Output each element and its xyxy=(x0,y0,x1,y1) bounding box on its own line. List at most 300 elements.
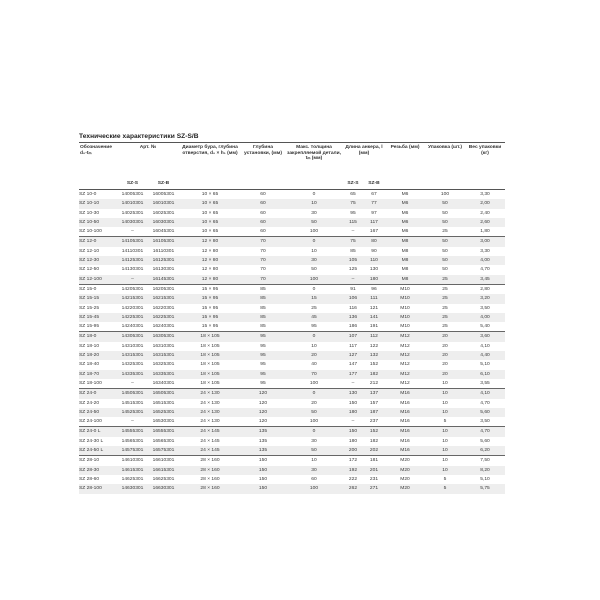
cell-pack: 50 xyxy=(425,199,465,208)
cell-length-b: 231 xyxy=(369,476,379,482)
table-row xyxy=(79,389,505,399)
cell-length-b: 182 xyxy=(369,438,379,444)
cell-thread: M16 xyxy=(385,446,425,456)
cell-art-b: 16045301 xyxy=(152,229,175,235)
header-depth: Глубина установки, (мм) xyxy=(241,143,285,182)
table-title: Технические характеристики SZ-S/B xyxy=(79,133,199,140)
cell-thread: M12 xyxy=(400,343,410,349)
cell-depth: 120 xyxy=(258,400,268,406)
cell-length-b: 77 xyxy=(363,199,385,208)
cell-thread: M20 xyxy=(385,484,425,493)
cell-designation: SZ 15-15 xyxy=(79,294,117,303)
cell-depth: 70 xyxy=(260,267,266,273)
cell-art-s: 14010301 xyxy=(117,199,148,208)
cell-pack: 50 xyxy=(442,248,448,254)
cell-art-b: 16305301 xyxy=(148,332,179,342)
header-art: Арт. № xyxy=(117,143,179,182)
cell-depth: 150 xyxy=(258,476,268,482)
cell-length-b: 271 xyxy=(363,484,385,493)
cell-drill: 28 × 160 xyxy=(179,456,241,466)
cell-art-b: 16105301 xyxy=(148,237,179,247)
cell-art-s: 14030301 xyxy=(117,218,148,227)
cell-thickness: 25 xyxy=(311,305,317,311)
cell-designation: SZ 18-100 xyxy=(79,380,102,386)
table-row xyxy=(79,379,505,389)
cell-depth: 70 xyxy=(241,237,285,247)
cell-weight: 7,50 xyxy=(465,456,505,466)
cell-weight: 3,30 xyxy=(480,192,490,197)
table-row xyxy=(79,237,505,247)
cell-drill: 10 × 65 xyxy=(201,192,219,197)
cell-pack: 100 xyxy=(440,192,450,197)
cell-pack: 50 xyxy=(425,218,465,227)
cell-drill: 24 × 130 xyxy=(179,408,241,417)
cell-drill: 24 × 145 xyxy=(179,427,241,437)
cell-thickness: 20 xyxy=(311,400,317,406)
cell-weight: 3,60 xyxy=(465,332,505,342)
header-len-s: SZ-S xyxy=(343,181,363,190)
cell-length-s: 115 xyxy=(343,218,363,227)
cell-thickness: 40 xyxy=(311,362,317,368)
cell-art-s: 14625301 xyxy=(121,476,144,482)
cell-art-b: 16505301 xyxy=(148,389,179,399)
cell-length-b: 180 xyxy=(363,275,385,285)
cell-depth: 95 xyxy=(260,343,266,349)
cell-depth: 60 xyxy=(241,218,285,227)
cell-thread: M12 xyxy=(385,370,425,379)
cell-designation: SZ 10-50 xyxy=(79,218,117,227)
cell-thickness: 60 xyxy=(311,476,317,482)
cell-length-s: – xyxy=(351,419,355,425)
cell-thickness: 20 xyxy=(285,351,343,360)
cell-length-b: 130 xyxy=(369,267,379,273)
cell-pack: 10 xyxy=(442,438,448,444)
cell-weight: 3,30 xyxy=(480,248,490,254)
table-row xyxy=(79,265,505,274)
cell-art-s: 14220301 xyxy=(121,305,144,311)
cell-art-b: 16130301 xyxy=(152,267,175,273)
cell-art-s: 14505301 xyxy=(117,389,148,399)
cell-thread: M16 xyxy=(400,400,410,406)
cell-depth: 70 xyxy=(241,275,285,285)
cell-length-b: 212 xyxy=(369,380,379,386)
table-row xyxy=(79,218,505,227)
table-row xyxy=(79,484,505,493)
cell-weight: 2,00 xyxy=(465,199,505,208)
table-row xyxy=(79,227,505,237)
cell-length-b: 110 xyxy=(363,256,385,265)
cell-thread: M8 xyxy=(385,237,425,247)
cell-depth: 85 xyxy=(260,305,266,311)
cell-thread: M12 xyxy=(400,380,410,386)
cell-length-b: 141 xyxy=(363,313,385,322)
cell-thread: M16 xyxy=(400,419,410,425)
cell-weight: 4,10 xyxy=(480,343,490,349)
cell-length-b: 96 xyxy=(363,284,385,294)
cell-pack: 10 xyxy=(425,446,465,456)
cell-depth: 95 xyxy=(260,380,266,386)
cell-designation: SZ 15-25 xyxy=(79,305,100,311)
cell-pack: 5 xyxy=(443,419,447,425)
cell-thickness: 30 xyxy=(311,438,317,444)
table-row xyxy=(79,256,505,265)
cell-length-b: 182 xyxy=(363,370,385,379)
cell-length-s: 116 xyxy=(349,305,357,311)
table-row xyxy=(79,199,505,208)
cell-designation: SZ 24-50 L xyxy=(79,446,117,456)
table-row xyxy=(79,475,505,484)
table-row xyxy=(79,342,505,351)
cell-designation: SZ 24-100 xyxy=(79,419,102,425)
cell-length-s: 192 xyxy=(343,466,363,475)
cell-drill: 18 × 105 xyxy=(179,351,241,360)
cell-length-b: 167 xyxy=(369,229,379,235)
cell-drill: 15 × 95 xyxy=(201,305,219,311)
cell-designation: SZ 28-10 xyxy=(79,456,117,466)
cell-length-s: 117 xyxy=(349,343,357,349)
cell-designation: SZ 18-70 xyxy=(79,370,117,379)
cell-art-s: 14630301 xyxy=(117,484,148,493)
cell-length-s: 186 xyxy=(348,324,358,330)
cell-length-s: 262 xyxy=(343,484,363,493)
cell-pack: 50 xyxy=(425,237,465,247)
cell-length-s: 180 xyxy=(348,438,358,444)
cell-depth: 135 xyxy=(241,446,285,456)
table-row xyxy=(79,332,505,342)
cell-depth: 95 xyxy=(241,332,285,342)
cell-pack: 20 xyxy=(425,351,465,360)
header-weight: Вес упаковки (кг) xyxy=(465,143,505,182)
cell-length-s: – xyxy=(343,275,363,285)
cell-thread: M16 xyxy=(385,389,425,399)
cell-art-b: 16005301 xyxy=(152,192,175,197)
cell-depth: 150 xyxy=(241,466,285,475)
cell-weight: 3,50 xyxy=(480,305,490,311)
cell-art-b: 16225301 xyxy=(148,313,179,322)
cell-weight: 3,50 xyxy=(480,419,490,425)
cell-art-b: 16615301 xyxy=(148,466,179,475)
cell-art-s: – xyxy=(131,229,134,235)
cell-weight: 5,60 xyxy=(465,408,505,417)
header-designation: Обозначение d₀-tₘ xyxy=(79,143,117,182)
cell-pack: 10 xyxy=(425,466,465,475)
cell-art-b: 16565301 xyxy=(152,438,175,444)
cell-thread: M6 xyxy=(401,192,409,197)
cell-designation: SZ 18-0 xyxy=(79,332,117,342)
cell-art-s: 14205301 xyxy=(117,284,148,294)
table-row xyxy=(79,284,505,294)
cell-length-s: 105 xyxy=(343,256,363,265)
cell-pack: 10 xyxy=(442,380,448,386)
cell-length-s: 150 xyxy=(348,400,358,406)
cell-depth: 120 xyxy=(258,419,268,425)
cell-length-b: 80 xyxy=(363,237,385,247)
cell-thickness: 70 xyxy=(285,370,343,379)
cell-pack: 10 xyxy=(425,456,465,466)
cell-depth: 70 xyxy=(260,248,266,254)
cell-pack: 20 xyxy=(442,343,448,349)
cell-length-s: 75 xyxy=(343,199,363,208)
header-pack: Упаковка (шт.) xyxy=(425,143,465,182)
table-row xyxy=(79,466,505,475)
cell-art-s: 14315301 xyxy=(117,351,148,360)
table-row xyxy=(79,209,505,218)
cell-depth: 60 xyxy=(260,210,266,216)
cell-art-b: 16215301 xyxy=(148,294,179,303)
cell-thread: M6 xyxy=(401,210,409,216)
cell-length-s: 127 xyxy=(343,351,363,360)
cell-length-s: 85 xyxy=(350,248,356,254)
cell-art-s: 14240301 xyxy=(121,324,144,330)
cell-thickness: 30 xyxy=(285,466,343,475)
cell-thread: M16 xyxy=(385,427,425,437)
table-row xyxy=(79,417,505,427)
cell-length-s: 177 xyxy=(343,370,363,379)
cell-pack: 25 xyxy=(425,294,465,303)
cell-drill: 24 × 130 xyxy=(200,400,220,406)
cell-thickness: 50 xyxy=(285,446,343,456)
cell-depth: 135 xyxy=(241,427,285,437)
cell-drill: 24 × 145 xyxy=(200,438,220,444)
cell-pack: 10 xyxy=(425,389,465,399)
cell-drill: 10 × 65 xyxy=(179,218,241,227)
cell-depth: 85 xyxy=(241,284,285,294)
cell-art-s: 14515301 xyxy=(121,400,144,406)
cell-length-s: 147 xyxy=(348,362,358,368)
cell-thread: M12 xyxy=(385,351,425,360)
table-row xyxy=(79,408,505,417)
cell-drill: 15 × 95 xyxy=(179,284,241,294)
cell-drill: 24 × 130 xyxy=(179,389,241,399)
cell-art-b: 16630301 xyxy=(148,484,179,493)
cell-thread: M8 xyxy=(401,248,409,254)
cell-art-b: 16525301 xyxy=(148,408,179,417)
spec-document xyxy=(79,133,505,494)
cell-weight: 2,40 xyxy=(480,210,490,216)
cell-art-b: 16010301 xyxy=(148,199,179,208)
header-art-b: SZ-B xyxy=(148,181,179,190)
table-body xyxy=(79,190,505,494)
cell-art-s: 14130301 xyxy=(121,267,144,273)
cell-length-b: 191 xyxy=(369,324,379,330)
cell-art-s: 14335301 xyxy=(117,370,148,379)
cell-art-s: 14215301 xyxy=(117,294,148,303)
cell-thread: M8 xyxy=(401,267,409,273)
cell-thickness: 0 xyxy=(285,332,343,342)
cell-thickness: 15 xyxy=(285,294,343,303)
cell-thread: M16 xyxy=(385,408,425,417)
cell-drill: 28 × 160 xyxy=(200,476,220,482)
cell-art-s: 14615301 xyxy=(117,466,148,475)
cell-length-s: 130 xyxy=(343,389,363,399)
cell-drill: 15 × 95 xyxy=(179,313,241,322)
cell-art-s: 14310301 xyxy=(121,343,144,349)
cell-length-b: 201 xyxy=(363,466,385,475)
cell-drill: 10 × 65 xyxy=(179,199,241,208)
cell-length-b: 117 xyxy=(363,218,385,227)
cell-art-b: 16625301 xyxy=(152,476,175,482)
cell-art-s: 14125301 xyxy=(117,256,148,265)
cell-weight: 3,55 xyxy=(480,380,490,386)
cell-thickness: 0 xyxy=(285,427,343,437)
table-row xyxy=(79,370,505,379)
cell-pack: 50 xyxy=(442,210,448,216)
cell-weight: 5,75 xyxy=(465,484,505,493)
cell-pack: 25 xyxy=(425,275,465,285)
cell-thread: M20 xyxy=(385,466,425,475)
cell-weight: 6,10 xyxy=(465,370,505,379)
cell-art-b: 16530301 xyxy=(152,419,175,425)
cell-drill: 15 × 95 xyxy=(179,294,241,303)
cell-art-b: 16575301 xyxy=(148,446,179,456)
cell-depth: 120 xyxy=(241,389,285,399)
cell-drill: 18 × 105 xyxy=(200,343,220,349)
cell-depth: 120 xyxy=(241,408,285,417)
cell-depth: 95 xyxy=(241,370,285,379)
cell-weight: 8,20 xyxy=(465,466,505,475)
cell-length-b: 122 xyxy=(369,343,379,349)
cell-length-b: 111 xyxy=(363,294,385,303)
cell-weight: 4,70 xyxy=(480,400,490,406)
cell-art-s: 14025301 xyxy=(121,210,144,216)
cell-pack: 25 xyxy=(425,284,465,294)
cell-art-s: 14325301 xyxy=(121,362,144,368)
cell-thickness: 100 xyxy=(285,275,343,285)
cell-depth: 85 xyxy=(260,324,266,330)
cell-pack: 50 xyxy=(425,256,465,265)
cell-art-s: 14105301 xyxy=(117,237,148,247)
cell-art-s: 14575301 xyxy=(117,446,148,456)
cell-art-s: 14110301 xyxy=(121,248,144,254)
cell-weight: 4,70 xyxy=(480,267,490,273)
cell-designation: SZ 12-50 xyxy=(79,267,100,273)
cell-designation: SZ 24-50 xyxy=(79,408,117,417)
cell-pack: 25 xyxy=(425,313,465,322)
cell-thread: M8 xyxy=(385,275,425,285)
cell-pack: 20 xyxy=(442,362,448,368)
cell-weight: 3,00 xyxy=(465,237,505,247)
cell-thread: M10 xyxy=(385,294,425,303)
table-header xyxy=(79,143,505,190)
cell-thickness: 0 xyxy=(285,284,343,294)
cell-length-s: 95 xyxy=(350,210,356,216)
cell-thickness: 95 xyxy=(311,324,317,330)
cell-length-b: 97 xyxy=(371,210,377,216)
cell-art-b: 16555301 xyxy=(148,427,179,437)
cell-thickness: 30 xyxy=(285,256,343,265)
cell-thickness: 30 xyxy=(311,210,317,216)
cell-length-b: 121 xyxy=(369,305,379,311)
cell-length-s: 172 xyxy=(343,456,363,466)
cell-pack: 25 xyxy=(442,229,448,235)
table-row xyxy=(79,351,505,360)
cell-thread: M10 xyxy=(385,284,425,294)
cell-pack: 20 xyxy=(425,370,465,379)
table-row xyxy=(79,190,505,200)
cell-weight: 5,10 xyxy=(480,476,490,482)
cell-pack: 10 xyxy=(425,408,465,417)
cell-designation: SZ 28-100 xyxy=(79,484,117,493)
cell-designation: SZ 28-60 xyxy=(79,476,100,482)
cell-weight: 5,40 xyxy=(480,324,490,330)
cell-length-b: 202 xyxy=(363,446,385,456)
cell-length-s: 75 xyxy=(343,237,363,247)
table-row xyxy=(79,313,505,322)
cell-length-s: 136 xyxy=(343,313,363,322)
header-thread: Резьба (мм) xyxy=(385,143,425,182)
cell-thread: M10 xyxy=(400,305,410,311)
cell-pack: 5 xyxy=(443,476,447,482)
cell-depth: 60 xyxy=(260,192,266,197)
cell-length-s: 125 xyxy=(348,267,358,273)
cell-length-s: 150 xyxy=(343,427,363,437)
cell-designation: SZ 24-0 xyxy=(79,389,117,399)
cell-length-b: 137 xyxy=(363,389,385,399)
cell-pack: 25 xyxy=(442,305,448,311)
cell-pack: 20 xyxy=(425,332,465,342)
cell-thread: M10 xyxy=(400,324,410,330)
cell-length-s: – xyxy=(351,380,355,386)
cell-thickness: 45 xyxy=(285,313,343,322)
cell-weight: 2,80 xyxy=(465,284,505,294)
cell-art-s: – xyxy=(131,380,134,386)
table-row xyxy=(79,427,505,437)
header-length: Длина анкера, l (мм) xyxy=(343,143,385,182)
cell-designation: SZ 10-10 xyxy=(79,199,117,208)
cell-thread: M12 xyxy=(385,332,425,342)
cell-length-s: – xyxy=(351,229,355,235)
cell-thickness: 100 xyxy=(285,484,343,493)
cell-length-s: 106 xyxy=(343,294,363,303)
header-len-b: SZ-B xyxy=(363,181,385,190)
cell-drill: 12 × 80 xyxy=(179,256,241,265)
cell-weight: 3,20 xyxy=(465,294,505,303)
cell-thread: M6 xyxy=(385,199,425,208)
cell-length-b: 187 xyxy=(363,408,385,417)
table-row xyxy=(79,360,505,369)
cell-weight: 5,60 xyxy=(480,438,490,444)
cell-length-s: 107 xyxy=(343,332,363,342)
cell-length-b: 237 xyxy=(369,419,379,425)
cell-depth: 150 xyxy=(241,456,285,466)
cell-thickness: 50 xyxy=(311,267,317,273)
cell-length-b: 90 xyxy=(371,248,377,254)
cell-drill: 12 × 80 xyxy=(201,267,219,273)
cell-length-b: 152 xyxy=(369,362,379,368)
cell-art-s: – xyxy=(117,275,148,285)
cell-drill: 24 × 145 xyxy=(179,446,241,456)
spec-table xyxy=(79,142,505,494)
cell-art-b: 16240301 xyxy=(152,324,175,330)
table-row xyxy=(79,446,505,456)
table-row xyxy=(79,456,505,466)
cell-weight: 4,70 xyxy=(465,427,505,437)
table-row xyxy=(79,304,505,313)
cell-thickness: 10 xyxy=(285,199,343,208)
cell-drill: 15 × 95 xyxy=(201,324,219,330)
cell-depth: 135 xyxy=(258,438,268,444)
cell-thickness: 50 xyxy=(285,218,343,227)
cell-designation: SZ 15-45 xyxy=(79,313,117,322)
cell-art-b: 16125301 xyxy=(148,256,179,265)
cell-art-b: 16515301 xyxy=(152,400,175,406)
cell-pack: 5 xyxy=(425,484,465,493)
cell-art-s: 14555301 xyxy=(117,427,148,437)
cell-art-b: 16340301 xyxy=(152,380,175,386)
cell-designation: SZ 18-10 xyxy=(79,343,100,349)
cell-thickness: 10 xyxy=(311,248,317,254)
cell-art-s: 14225301 xyxy=(117,313,148,322)
